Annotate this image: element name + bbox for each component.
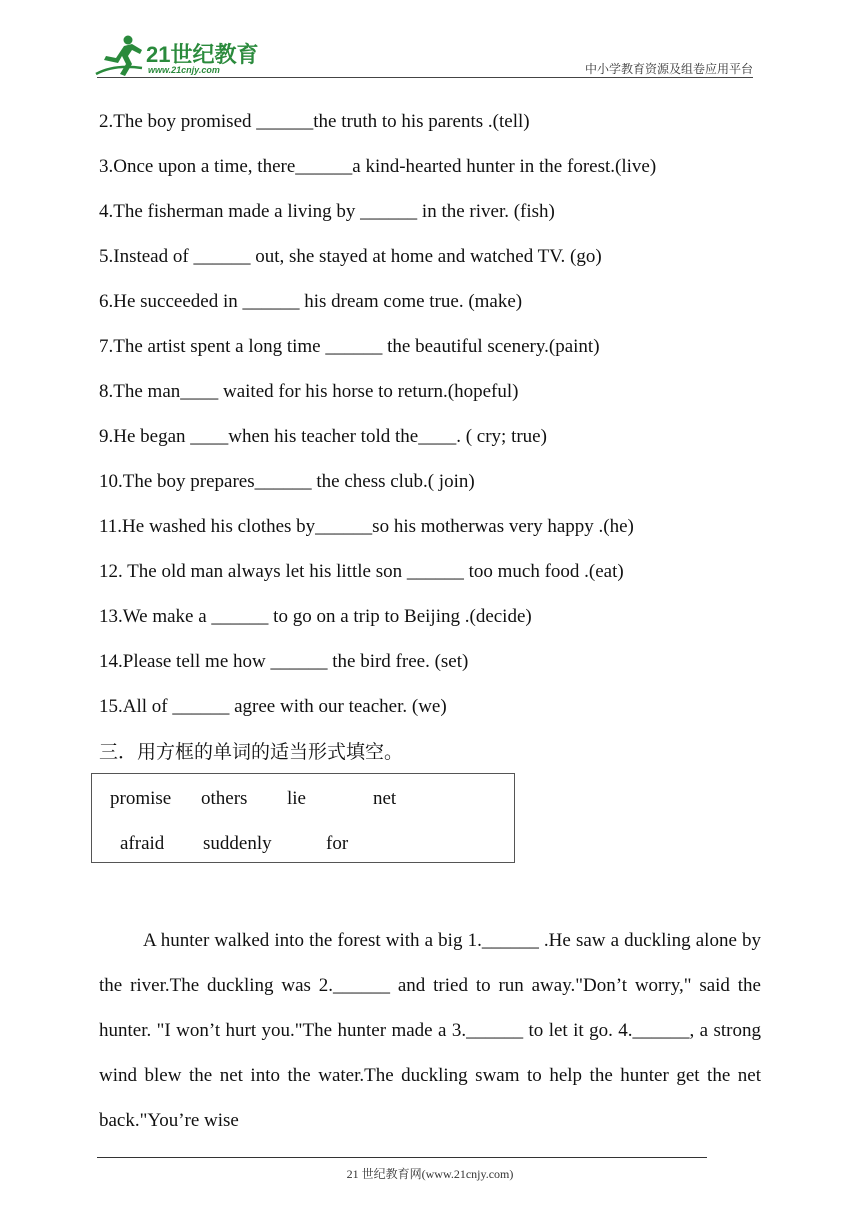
question-4: 4.The fisherman made a living by ______ in the river. (fish) [99,201,555,222]
word-lie: lie [287,788,306,809]
question-2: 2.The boy promised ______the truth to his parents .(tell) [99,111,530,132]
question-13: 13.We make a ______ to go on a trip to Beijing .(decide) [99,606,532,627]
question-9: 9.He began ____when his teacher told the____. ( cry; true) [99,426,547,447]
question-11: 11.He washed his clothes by______so his motherwas very happy .(he) [99,516,634,537]
section-3-title: 三．用方框的单词的适当形式填空。 [99,741,404,763]
question-5: 5.Instead of ______ out, she stayed at home and watched TV. (go) [99,246,602,267]
question-15: 15.All of ______ agree with our teacher. (we) [99,696,447,717]
word-for: for [326,833,349,854]
logo-url: www.21cnjy.com [148,65,220,75]
word-promise: promise [110,788,172,809]
site-logo [94,34,264,80]
footer-rule [97,1157,707,1158]
question-14: 14.Please tell me how ______ the bird free. (set) [99,651,469,672]
header-rule [97,77,753,78]
word-net: net [373,788,397,809]
question-8: 8.The man____ waited for his horse to return.(hopeful) [99,381,519,402]
question-10: 10.The boy prepares______ the chess club.( join) [99,471,475,492]
page-footer: 21 世纪教育网(www.21cnjy.com) [346,1167,514,1181]
question-3: 3.Once upon a time, there______a kind-hearted hunter in the forest.(live) [99,156,657,177]
question-7: 7.The artist spent a long time ______ the beautiful scenery.(paint) [99,336,600,357]
runner-icon [94,34,146,78]
word-afraid: afraid [120,833,165,854]
platform-tagline: 中小学教育资源及组卷应用平台 [584,62,753,76]
word-suddenly: suddenly [203,833,272,854]
question-12: 12. The old man always let his little son ______ too much food .(eat) [99,561,624,582]
word-box [91,773,515,863]
logo-name: 21世纪教育 [146,42,259,67]
question-6: 6.He succeeded in ______ his dream come true. (make) [99,291,523,312]
cloze-passage: A hunter walked into the forest with a big 1.______ .He saw a duckling alone by the river.The duckling was 2.______ and tried to run away."Don’t worry," said the hunter. "I won’t hurt you."The hunter made a 3.______ to let it go. 4.______, a strong wind blew the net into the water.The duckling swam to help the hunter get the net back."You’re wise [99,930,761,1131]
page-header [0,0,860,80]
word-others: others [201,788,248,809]
